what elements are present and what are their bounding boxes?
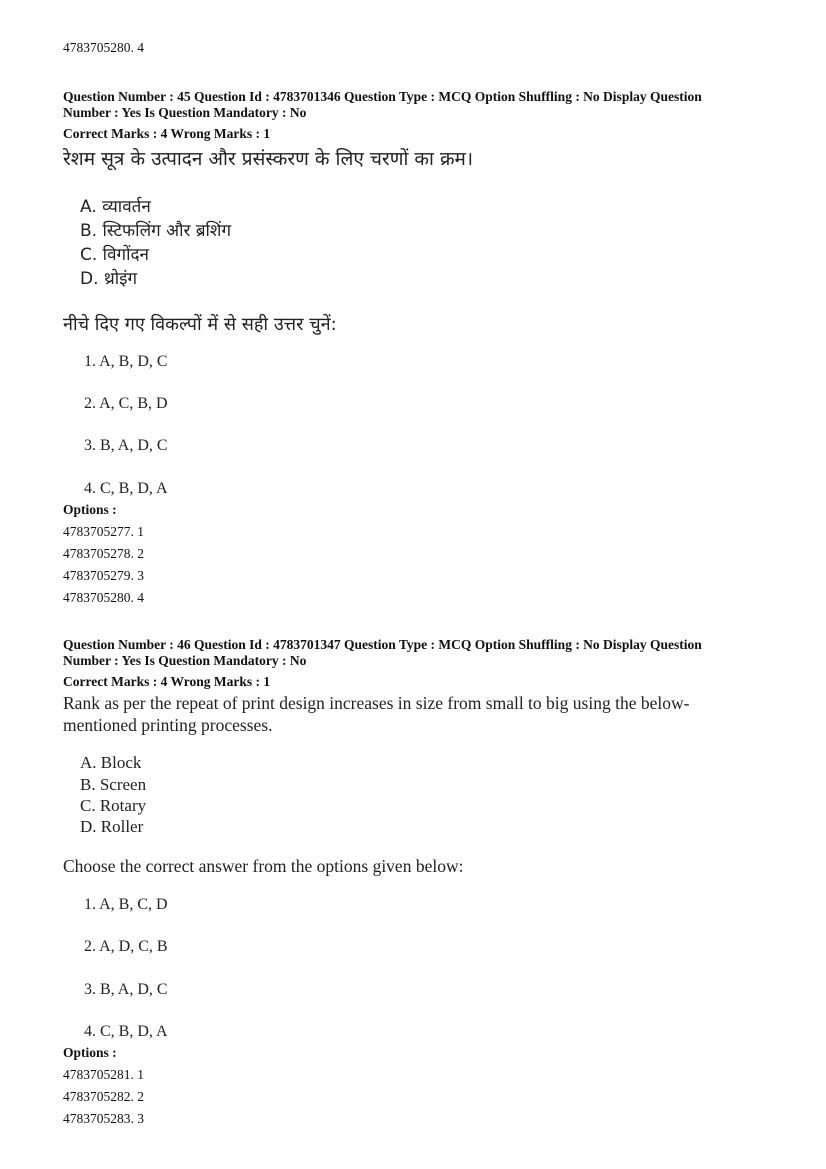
answer-choice: 2. A, D, C, B [84, 938, 168, 955]
answer-choice: 3. B, A, D, C [84, 981, 168, 998]
option-id: 4783705279. 3 [63, 568, 144, 583]
option-id: 4783705282. 2 [63, 1089, 144, 1104]
option-id: 4783705277. 1 [63, 524, 144, 539]
list-item: D. Roller [80, 817, 144, 836]
question-stem: रेशम सूत्र के उत्पादन और प्रसंस्करण के लिए चरणों का क्रम। [63, 148, 474, 170]
option-id: 4783705281. 1 [63, 1067, 144, 1082]
question-meta-line1: Question Number : 45 Question Id : 4783701346 Question Type : MCQ Option Shuffling : No Display Question [63, 89, 702, 104]
question-marks: Correct Marks : 4 Wrong Marks : 1 [63, 674, 271, 689]
options-label: Options : [63, 502, 117, 517]
answer-choice: 1. A, B, D, C [84, 353, 168, 370]
question-meta-line1: Question Number : 46 Question Id : 4783701347 Question Type : MCQ Option Shuffling : No Display Question [63, 637, 702, 652]
list-item: D. थ्रोइंग [80, 269, 138, 289]
question-meta-line2: Number : Yes Is Question Mandatory : No [63, 105, 307, 120]
answer-choice: 4. C, B, D, A [84, 1023, 168, 1040]
answer-choice: 4. C, B, D, A [84, 480, 168, 497]
list-item: A. व्यावर्तन [80, 197, 151, 217]
question-meta-line2: Number : Yes Is Question Mandatory : No [63, 653, 307, 668]
question-stem-line1: Rank as per the repeat of print design increases in size from small to big using the below- [63, 693, 690, 713]
answer-choice: 2. A, C, B, D [84, 395, 168, 412]
list-item: A. Block [80, 753, 142, 772]
carryover-option: 4783705280. 4 [63, 40, 144, 55]
options-label: Options : [63, 1045, 117, 1060]
option-id: 4783705283. 3 [63, 1111, 144, 1126]
list-item: C. विगोंदन [80, 245, 149, 265]
list-item: C. Rotary [80, 796, 147, 815]
question-stem-line2: mentioned printing processes. [63, 715, 273, 735]
answer-choice: 1. A, B, C, D [84, 896, 168, 913]
answer-prompt: Choose the correct answer from the options given below: [63, 856, 464, 876]
list-item: B. Screen [80, 775, 147, 794]
option-id: 4783705280. 4 [63, 590, 144, 605]
question-marks: Correct Marks : 4 Wrong Marks : 1 [63, 126, 271, 141]
answer-prompt: नीचे दिए गए विकल्पों में से सही उत्तर चुनें: [63, 314, 337, 335]
list-item: B. स्टिफलिंग और ब्रशिंग [80, 221, 232, 241]
option-id: 4783705278. 2 [63, 546, 144, 561]
answer-choice: 3. B, A, D, C [84, 437, 168, 454]
